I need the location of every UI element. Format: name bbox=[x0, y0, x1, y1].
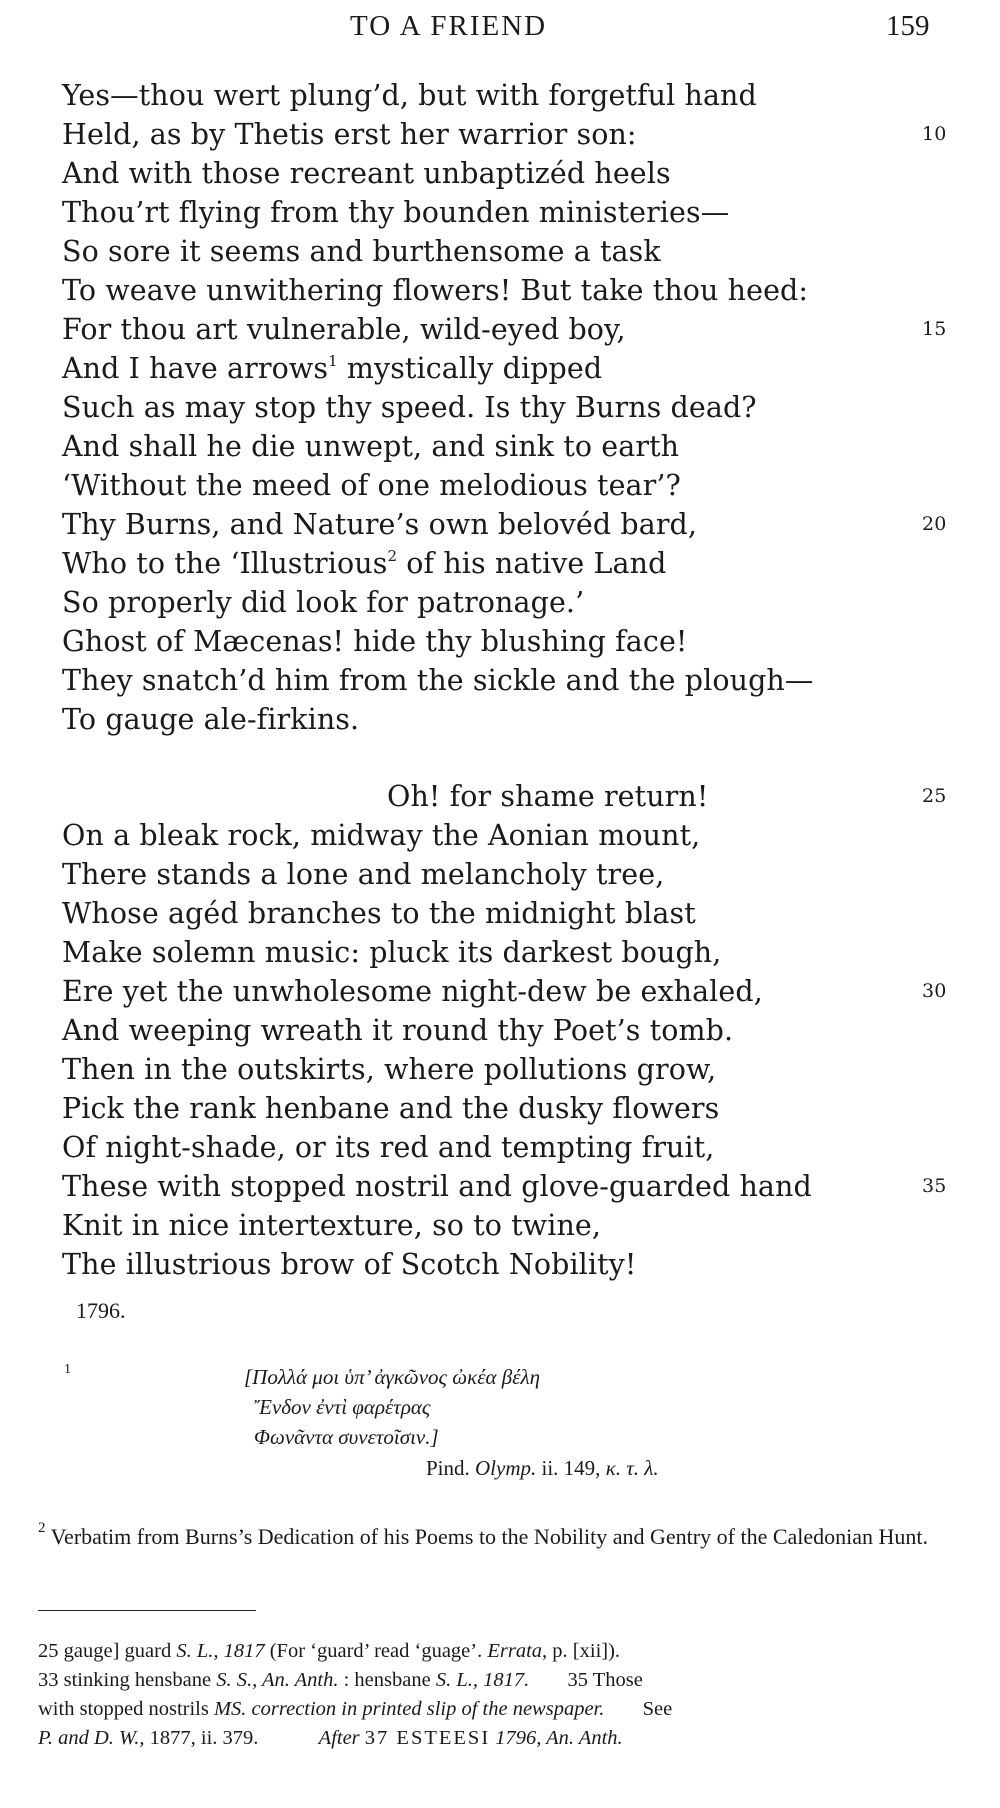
note-text: 33 stinking hensbane bbox=[38, 1669, 212, 1691]
note-text: 37 ESTEESI bbox=[364, 1727, 491, 1749]
poem-text: And with those recreant unbaptizéd heels bbox=[62, 157, 671, 190]
page-number: 159 bbox=[886, 10, 930, 42]
note-siglum: S. S., An. Anth. bbox=[216, 1669, 339, 1691]
note-siglum: S. L., 1817 bbox=[176, 1640, 265, 1662]
page-header bbox=[0, 10, 1000, 54]
poem-line-text bbox=[62, 235, 661, 268]
poem-line-text bbox=[62, 1092, 719, 1125]
poem-line bbox=[62, 700, 962, 739]
poem-line bbox=[62, 1089, 962, 1128]
poem-line bbox=[62, 1206, 962, 1245]
poem-line bbox=[62, 193, 962, 232]
poem-line bbox=[62, 544, 962, 583]
poem-line-text bbox=[62, 897, 696, 930]
poem-line-text bbox=[62, 819, 700, 852]
poem-line-text bbox=[62, 196, 729, 229]
poem-text: And shall he die unwept, and sink to earth bbox=[62, 430, 680, 463]
note-line bbox=[38, 1695, 958, 1724]
line-number: 25 bbox=[922, 785, 947, 807]
note-errata: Errata, bbox=[487, 1640, 548, 1662]
poem-text: To gauge ale-firkins. bbox=[62, 703, 360, 736]
poem-line-text bbox=[62, 391, 757, 424]
note-siglum: S. L., 1817. bbox=[435, 1669, 530, 1691]
greek-line: [Πολλά μοι ὑπ’ ἀγκῶνος ὠκέα βέλη bbox=[244, 1365, 540, 1389]
poem-text: And I have arrows bbox=[62, 352, 329, 385]
footnote-1-marker: 1 bbox=[64, 1362, 71, 1377]
line-number: 15 bbox=[922, 318, 947, 340]
poem-text: Ghost of Mæcenas! hide thy blushing face! bbox=[62, 625, 688, 658]
poem-text: So properly did look for patronage.’ bbox=[62, 586, 585, 619]
poem-line-text bbox=[62, 313, 626, 346]
footnote-reference: 1 bbox=[328, 352, 338, 370]
poem-line-text bbox=[62, 703, 359, 736]
poem-line-text bbox=[62, 1209, 601, 1242]
poem-line bbox=[62, 1050, 962, 1089]
poem-line bbox=[62, 154, 962, 193]
poem-text: To weave unwithering flowers! But take thou heed: bbox=[62, 274, 809, 307]
poem-line bbox=[62, 661, 962, 700]
note-siglum: MS. correction in printed slip of the newspaper. bbox=[213, 1698, 605, 1720]
poem-line bbox=[62, 894, 962, 933]
note-text: 1877, ii. 379. bbox=[149, 1727, 259, 1749]
poem-line-text bbox=[62, 547, 666, 580]
stanza-1 bbox=[62, 76, 962, 739]
poem-line bbox=[62, 816, 962, 855]
poem-text: Ere yet the unwholesome night-dew be exhaled, bbox=[62, 975, 763, 1008]
poem-text: They snatch’d him from the sickle and the plough— bbox=[62, 664, 814, 697]
poem-line-text bbox=[62, 1131, 714, 1164]
poem-text: Thou’rt flying from thy bounden ministeries— bbox=[62, 196, 730, 229]
line-number: 20 bbox=[922, 513, 947, 535]
footnote-2-marker: 2 bbox=[38, 1520, 46, 1536]
note-text: See bbox=[642, 1698, 673, 1720]
note-text: (For ‘guard’ read ‘guage’. bbox=[269, 1640, 483, 1662]
poem-line-text bbox=[62, 430, 679, 463]
note-text: : hensbane bbox=[343, 1669, 431, 1691]
poem-line-text bbox=[62, 664, 813, 697]
poem-text: mystically dipped bbox=[337, 352, 603, 385]
poem-text: And weeping wreath it round thy Poet’s tomb. bbox=[62, 1014, 734, 1047]
poem-line bbox=[62, 349, 962, 388]
greek-line: Ἔνδον ἐντὶ φαρέτρας bbox=[254, 1395, 431, 1419]
footnote-2-text: Verbatim from Burns’s Dedication of his Poems to the Nobility and Gentry of the Caledonian Hunt. bbox=[50, 1524, 929, 1549]
poem-text: These with stopped nostril and glove-guarded hand bbox=[62, 1170, 812, 1203]
poem-text: Such as may stop thy speed. Is thy Burns dead? bbox=[62, 391, 757, 424]
poem-line-text bbox=[62, 936, 721, 969]
poem-line-text bbox=[62, 157, 671, 190]
poem-text: Knit in nice intertexture, so to twine, bbox=[62, 1209, 602, 1242]
poem-text: Whose agéd branches to the midnight blast bbox=[62, 897, 696, 930]
note-text: 35 Those bbox=[567, 1669, 643, 1691]
stanza-gap bbox=[62, 739, 962, 777]
poem-line bbox=[62, 622, 962, 661]
notes-divider bbox=[38, 1610, 256, 1611]
poem-line bbox=[62, 505, 962, 544]
poem-line bbox=[62, 271, 962, 310]
poem-line-text bbox=[62, 975, 763, 1008]
poem-line-text bbox=[62, 586, 584, 619]
footnote-reference: 2 bbox=[387, 547, 398, 565]
poem-line bbox=[62, 972, 962, 1011]
poem-text: So sore it seems and burthensome a task bbox=[62, 235, 661, 268]
note-line bbox=[38, 1724, 958, 1753]
poem-line-text bbox=[62, 508, 697, 541]
poem-line bbox=[62, 1011, 962, 1050]
poem-text: Yes—thou wert plung’d, but with forgetful hand bbox=[62, 79, 757, 112]
poem-text: Held, as by Thetis erst her warrior son: bbox=[62, 118, 637, 151]
footnote-2 bbox=[38, 1522, 958, 1552]
poem-line bbox=[62, 583, 962, 622]
poem-line bbox=[62, 76, 962, 115]
poem-line-text bbox=[62, 274, 808, 307]
note-siglum: P. and D. W., bbox=[38, 1727, 145, 1749]
poem-text: Of night-shade, or its red and tempting fruit, bbox=[62, 1131, 715, 1164]
poem-line bbox=[62, 310, 962, 349]
poem-line bbox=[62, 388, 962, 427]
running-title: TO A FRIEND bbox=[350, 10, 548, 42]
note-text: 25 gauge] guard bbox=[38, 1640, 172, 1662]
poem-line-text bbox=[62, 1170, 812, 1203]
poem-text: There stands a lone and melancholy tree, bbox=[62, 858, 665, 891]
poem-text: The illustrious brow of Scotch Nobility! bbox=[62, 1248, 637, 1281]
poem-line-text bbox=[62, 1248, 636, 1281]
poem-text: For thou art vulnerable, wild-eyed boy, bbox=[62, 313, 626, 346]
poem-line bbox=[62, 1245, 962, 1284]
line-number: 35 bbox=[922, 1175, 947, 1197]
poem-text: Thy Burns, and Nature’s own belovéd bard, bbox=[62, 508, 698, 541]
stanza-2 bbox=[62, 777, 962, 1284]
line-number: 30 bbox=[922, 980, 947, 1002]
poem-text: On a bleak rock, midway the Aonian mount, bbox=[62, 819, 701, 852]
poem-line-text bbox=[62, 118, 637, 151]
note-line bbox=[38, 1666, 958, 1695]
footnote-1-greek-quote bbox=[244, 1362, 540, 1452]
citation-author: Pind. bbox=[426, 1456, 470, 1480]
poem-text: Pick the rank henbane and the dusky flowers bbox=[62, 1092, 720, 1125]
poem-line bbox=[62, 466, 962, 505]
poem-line bbox=[62, 933, 962, 972]
poem-line-text bbox=[62, 352, 602, 385]
poem-line bbox=[62, 115, 962, 154]
poem-line-text bbox=[62, 858, 664, 891]
poem-line-text bbox=[62, 1053, 716, 1086]
note-siglum: 1796, An. Anth. bbox=[495, 1727, 623, 1749]
poem-line-text bbox=[62, 780, 708, 813]
poem-line bbox=[62, 232, 962, 271]
poem-line-text bbox=[62, 469, 681, 502]
poem-line bbox=[62, 777, 962, 816]
citation-work: Olymp. bbox=[475, 1456, 537, 1480]
poem-line bbox=[62, 855, 962, 894]
note-siglum: After bbox=[318, 1727, 360, 1749]
poem-line-text bbox=[62, 79, 757, 112]
poem-date: 1796. bbox=[76, 1298, 126, 1323]
poem-line bbox=[62, 1128, 962, 1167]
poem-text: Who to the ‘Illustrious bbox=[62, 547, 388, 580]
poem-line-text bbox=[62, 625, 687, 658]
note-text: p. [xii]). bbox=[552, 1640, 621, 1662]
citation-etc: κ. τ. λ. bbox=[605, 1456, 659, 1480]
line-number: 10 bbox=[922, 123, 947, 145]
textual-notes bbox=[38, 1637, 958, 1753]
poem-body bbox=[62, 76, 962, 1284]
poem-text: Oh! for shame return! bbox=[387, 780, 709, 813]
poem-line-text bbox=[62, 1014, 733, 1047]
poem-text: ‘Without the meed of one melodious tear’? bbox=[62, 469, 681, 502]
poem-text: Make solemn music: pluck its darkest bough, bbox=[62, 936, 722, 969]
poem-line bbox=[62, 427, 962, 466]
citation-ref: ii. 149, bbox=[541, 1456, 601, 1480]
greek-line: Φωνᾶντα συνετοῖσιν.] bbox=[254, 1425, 439, 1449]
poem-text: Then in the outskirts, where pollutions grow, bbox=[62, 1053, 717, 1086]
footnote-1-citation bbox=[426, 1456, 659, 1481]
note-text: with stopped nostrils bbox=[38, 1698, 209, 1720]
poem-text: of his native Land bbox=[397, 547, 667, 580]
note-line bbox=[38, 1637, 958, 1666]
poem-line bbox=[62, 1167, 962, 1206]
